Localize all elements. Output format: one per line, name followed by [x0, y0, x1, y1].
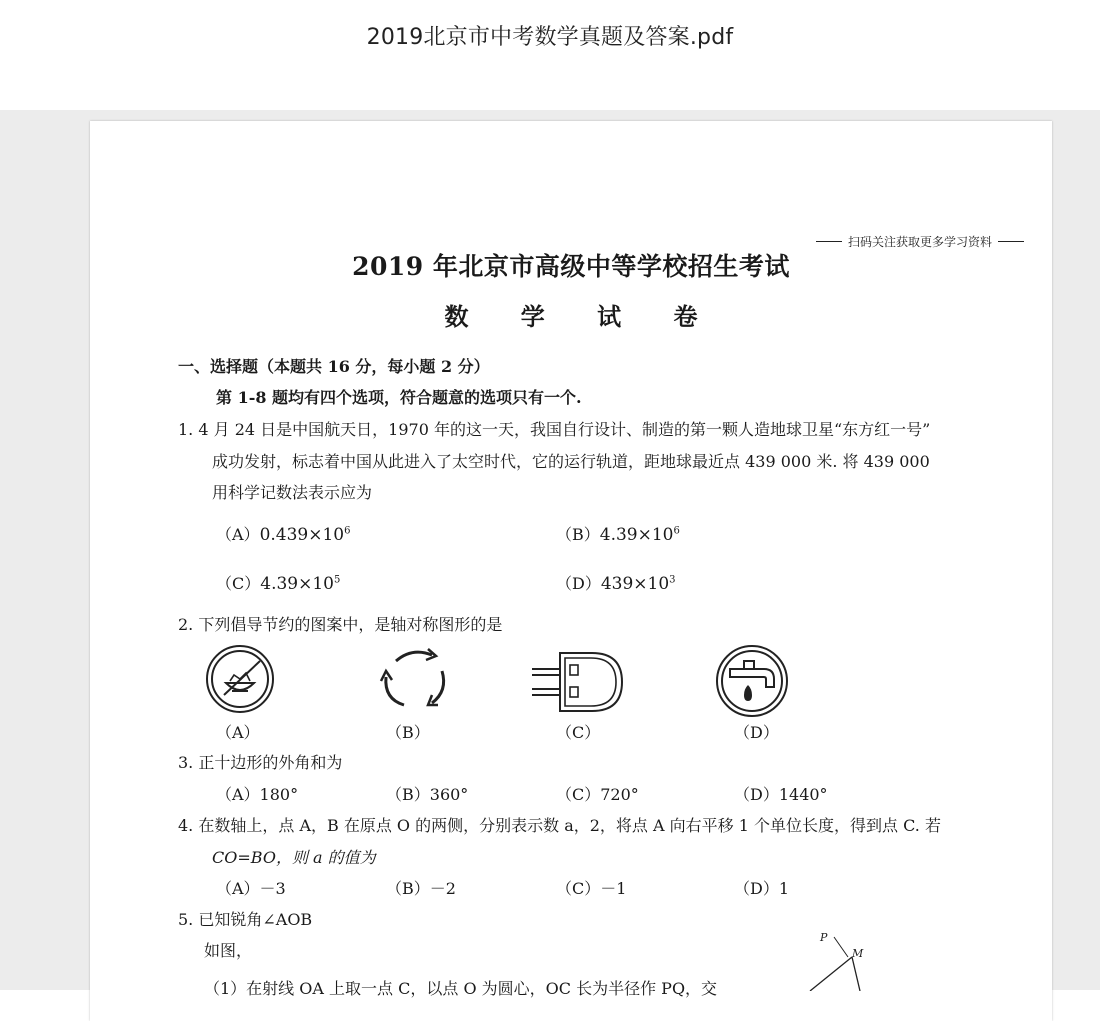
q1-option-b: $(B)4.39\times 10^6$ [556, 525, 680, 545]
q1-option-d: $(D)439\times 10^3$ [556, 574, 676, 594]
bowl-icon [204, 643, 276, 715]
q1-line2: 成功发射，标志着中国从此进入了太空时代，它的运行轨道，距地球最近点 439 000 米. 将 439 000 [212, 452, 930, 471]
q4-option-a: （A）－3 [216, 879, 286, 898]
watermark-rule-left [816, 241, 842, 242]
q5-line1: 5. 已知锐角∠AOB [178, 910, 313, 929]
fig-label-m: M [852, 947, 864, 960]
q1-option-a: $(A)0.439\times 10^6$ [216, 525, 351, 545]
recycle-arrows-icon [376, 643, 456, 715]
viewer-header [0, 0, 1100, 110]
q5-line3: （1）在射线 OA 上取一点 C，以点 O 为圆心，OC 长为半径作 PQ，交 [204, 979, 718, 998]
q2-figure-label-d: （D） [734, 723, 779, 742]
plug-icon [530, 649, 626, 715]
q2-figure-label-c: （C） [556, 723, 601, 742]
q3-option-a: （A）180° [216, 785, 299, 804]
q2-figure-label-b: （B） [386, 723, 430, 742]
watermark-text: 扫码关注获取更多学习资料 [847, 235, 992, 249]
q4-line1: 4. 在数轴上，点 A，B 在原点 O 的两侧，分别表示数 a，2，将点 A 向右平移 1 个单位长度，得到点 C. 若 [178, 816, 941, 835]
faucet-icon [714, 643, 790, 719]
section-instruction: 第 1-8 题均有四个选项，符合题意的选项只有一个. [216, 388, 582, 407]
exam-subtitle: 数 学 试 卷 [444, 302, 720, 331]
q2-line1: 2. 下列倡导节约的图案中，是轴对称图形的是 [178, 615, 503, 634]
q4-option-b: （B）－2 [386, 879, 456, 898]
q3-line1: 3. 正十边形的外角和为 [178, 753, 343, 772]
section-heading: 一、选择题（本题共 16 分，每小题 2 分） [178, 357, 490, 376]
q4-option-c: （C）－1 [556, 879, 627, 898]
angle-figure [800, 929, 880, 991]
q3-option-c: （C）720° [556, 785, 639, 804]
q1-line3: 用科学记数法表示应为 [212, 483, 373, 502]
q1-option-c: $(C)4.39\times 10^5$ [216, 574, 341, 594]
exam-title: 2019 年北京市高级中等学校招生考试 [352, 252, 790, 281]
pdf-page [90, 121, 1052, 1021]
q3-option-d: （D）1440° [734, 785, 828, 804]
q3-option-b: （B）360° [386, 785, 469, 804]
q5-line2: 如图， [204, 941, 253, 960]
q1-line1: 1. 4 月 24 日是中国航天日，1970 年的这一天，我国自行设计、制造的第一颗人造地球卫星“东方红一号” [178, 420, 931, 439]
q4-option-d: （D）1 [734, 879, 790, 898]
document-title: 2019北京市中考数学真题及答案.pdf [366, 25, 734, 50]
fig-label-p: P [820, 931, 828, 944]
watermark-rule-right [998, 241, 1024, 242]
q2-figure-label-a: （A） [216, 723, 260, 742]
q4-line2: CO=BO，则 a 的值为 [212, 848, 376, 867]
